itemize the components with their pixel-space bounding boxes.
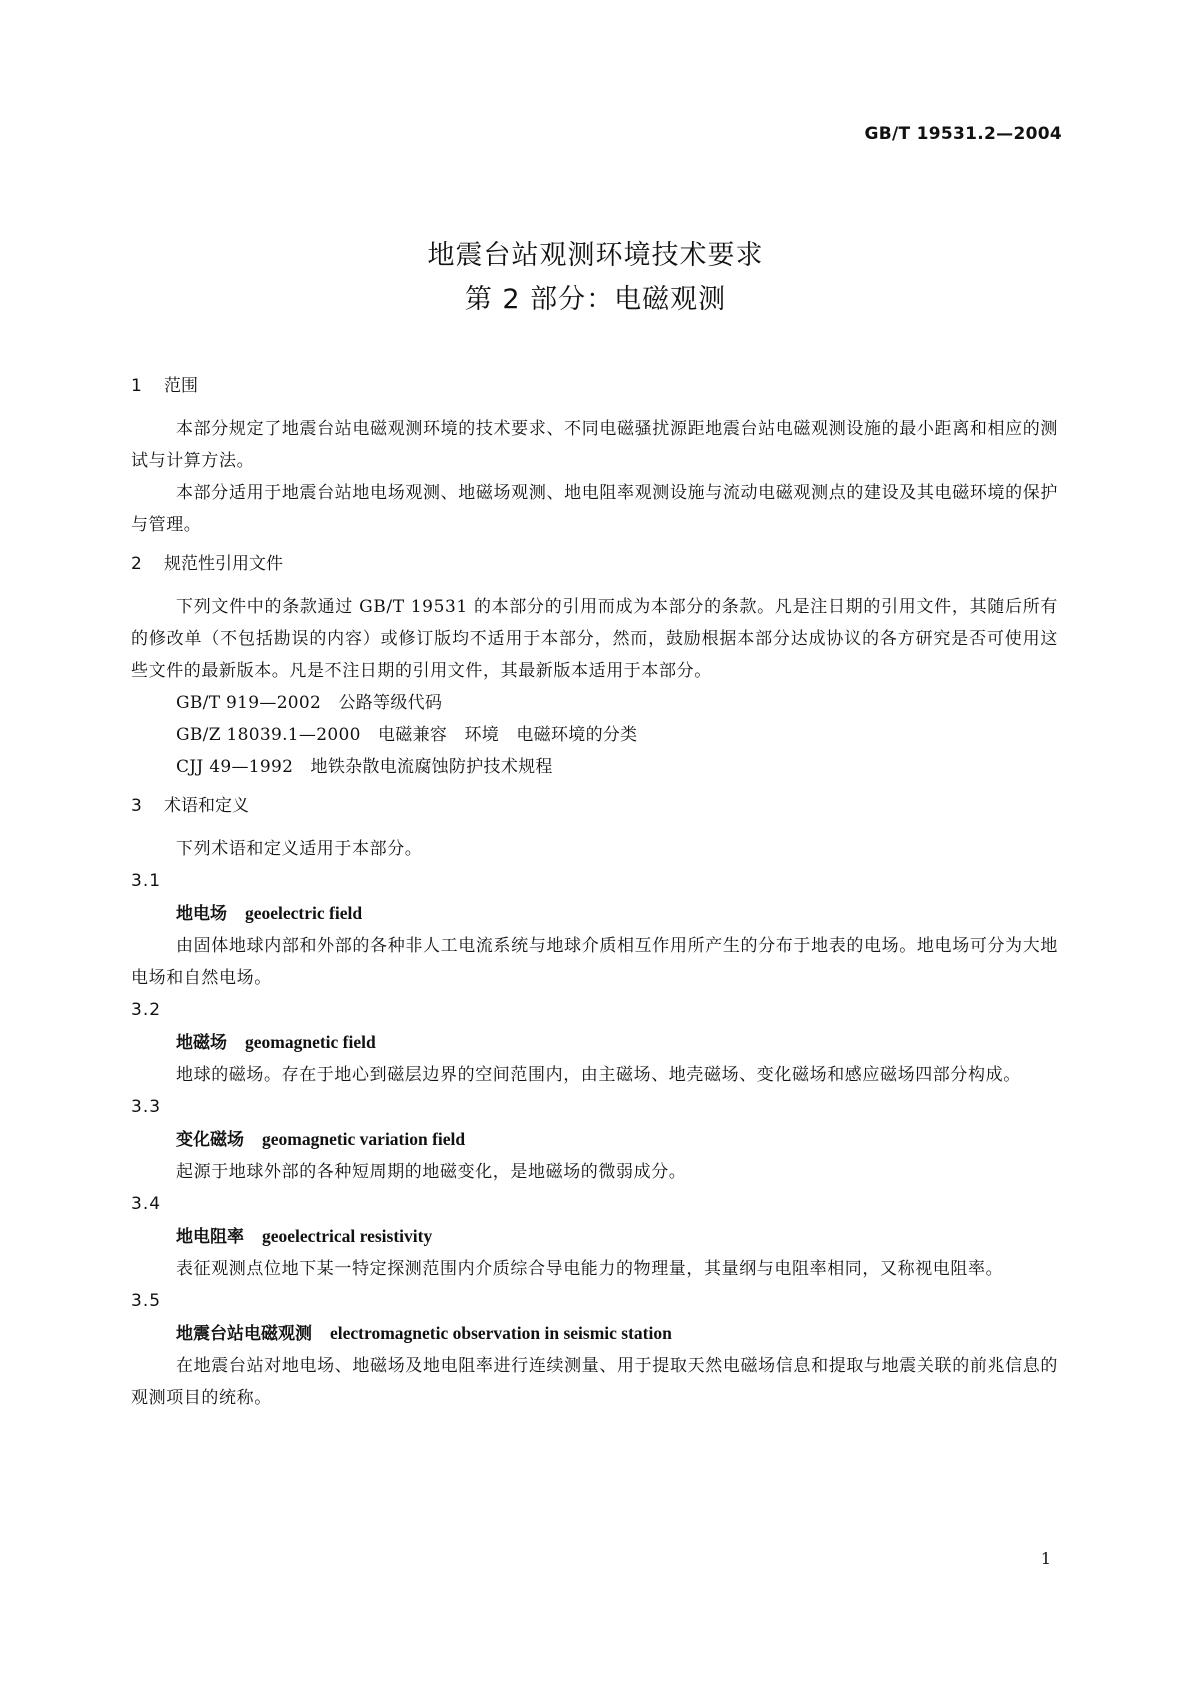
term-zh: 变化磁场	[176, 1130, 244, 1150]
section-heading-terms	[131, 795, 1058, 817]
section-number: 3	[131, 796, 142, 816]
reference-item: GB/Z 18039.1—2000 电磁兼容 环境 电磁环境的分类	[176, 725, 638, 745]
paragraph: 下列术语和定义适用于本部分。	[176, 839, 423, 859]
term-definition: 表征观测点位地下某一特定探测范围内介质综合导电能力的物理量，其量纲与电阻率相同，又称视电阻率。	[176, 1259, 1004, 1279]
page-number: 1	[1040, 1549, 1051, 1568]
term-en: geoelectrical resistivity	[262, 1226, 433, 1246]
term-zh: 地电阻率	[176, 1227, 244, 1247]
term-en: geomagnetic variation field	[262, 1129, 466, 1149]
term-number: 3.4	[131, 1194, 162, 1214]
term-en: geoelectric field	[245, 903, 363, 923]
term-definition: 起源于地球外部的各种短周期的地磁变化，是地磁场的微弱成分。	[176, 1162, 687, 1182]
term-definition: 由固体地球内部和外部的各种非人工电流系统与地球介质相互作用所产生的分布于地表的电场。地电场可分为大地电场和自然电场。	[131, 936, 1058, 988]
section-number: 1	[131, 376, 142, 396]
document-title: 地震台站观测环境技术要求	[427, 240, 764, 271]
paragraph: 下列文件中的条款通过 GB/T 19531 的本部分的引用而成为本部分的条款。凡是注日期的引用文件，其随后所有的修改单（不包括勘误的内容）或修订版均不适用于本部分，然而，鼓励根据本部分达成协议的各方研究是否可使用这些文件的最新版本。凡是不注日期的引用文件，其最新版本适用于本部分。	[131, 597, 1058, 681]
term-number: 3.1	[131, 871, 162, 891]
section-heading-scope	[131, 375, 1058, 397]
section-title: 规范性引用文件	[164, 554, 283, 574]
section-title: 术语和定义	[164, 796, 249, 816]
term-title	[131, 1317, 1058, 1350]
paragraph: 本部分适用于地震台站地电场观测、地磁场观测、地电阻率观测设施与流动电磁观测点的建设及其电磁环境的保护与管理。	[131, 483, 1058, 535]
standard-code: GB/T 19531.2—2004	[864, 124, 1062, 144]
document-body	[131, 375, 1058, 1414]
term-en: electromagnetic observation in seismic station	[330, 1323, 672, 1343]
term-title	[131, 1220, 1058, 1253]
term-title	[131, 897, 1058, 930]
term-number: 3.5	[131, 1291, 162, 1311]
term-definition: 在地震台站对地电场、地磁场及地电阻率进行连续测量、用于提取天然电磁场信息和提取与地震关联的前兆信息的观测项目的统称。	[131, 1356, 1058, 1408]
section-title: 范围	[164, 376, 198, 396]
term-zh: 地电场	[176, 904, 227, 924]
term-number: 3.2	[131, 1000, 162, 1020]
term-en: geomagnetic field	[245, 1032, 376, 1052]
section-number: 2	[131, 554, 142, 574]
term-zh: 地震台站电磁观测	[176, 1324, 312, 1344]
term-definition: 地球的磁场。存在于地心到磁层边界的空间范围内，由主磁场、地壳磁场、变化磁场和感应磁场四部分构成。	[176, 1065, 1021, 1085]
section-heading-normative-references	[131, 553, 1058, 575]
term-number: 3.3	[131, 1097, 162, 1117]
paragraph: 本部分规定了地震台站电磁观测环境的技术要求、不同电磁骚扰源距地震台站电磁观测设施的最小距离和相应的测试与计算方法。	[131, 419, 1058, 471]
term-zh: 地磁场	[176, 1033, 227, 1053]
term-title	[131, 1123, 1058, 1156]
reference-item: CJJ 49—1992 地铁杂散电流腐蚀防护技术规程	[176, 757, 553, 777]
reference-item: GB/T 919—2002 公路等级代码	[176, 693, 443, 713]
term-title	[131, 1026, 1058, 1059]
document-subtitle: 第 2 部分：电磁观测	[464, 284, 727, 315]
